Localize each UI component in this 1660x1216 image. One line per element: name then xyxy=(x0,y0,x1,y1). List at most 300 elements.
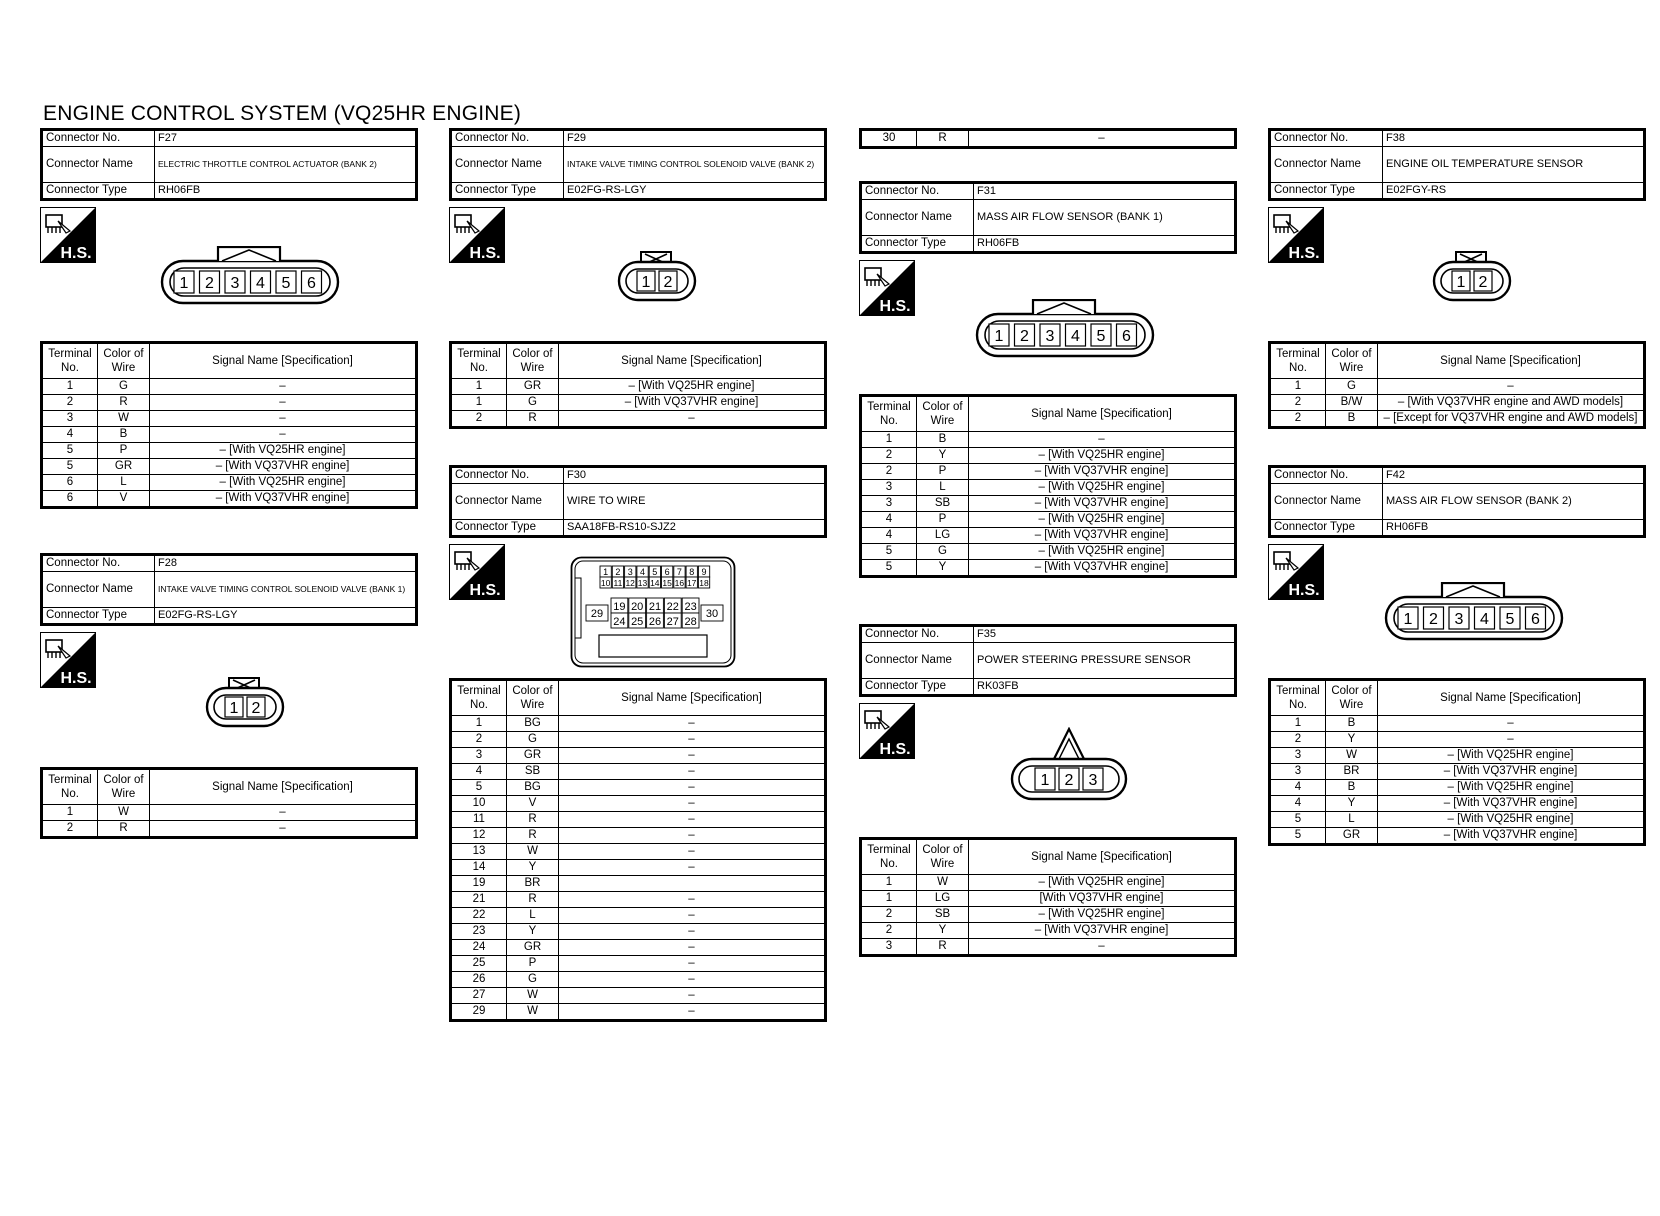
signal-name: – [With VQ37VHR engine] xyxy=(969,464,1236,480)
signal-name: – xyxy=(969,432,1236,448)
table-header xyxy=(861,396,1236,432)
wire-color: R xyxy=(507,828,559,844)
terminal-no: 2 xyxy=(42,821,98,838)
table-row xyxy=(42,395,417,411)
terminal-no: 2 xyxy=(1270,411,1326,428)
connector-type: RK03FB xyxy=(974,679,1236,696)
signal-name: – xyxy=(559,812,826,828)
wire-color: W xyxy=(98,411,150,427)
connector-name: ELECTRIC THROTTLE CONTROL ACTUATOR (BANK 2) xyxy=(155,147,417,183)
signal-name: – [With VQ37VHR engine] xyxy=(150,459,417,475)
table-row xyxy=(451,411,826,428)
signal-name: – [With VQ37VHR engine] xyxy=(969,496,1236,512)
terminal-no: 19 xyxy=(451,876,507,892)
wire-color: W xyxy=(507,988,559,1004)
hs-label: H.S. xyxy=(879,298,911,315)
pin-label: 2 xyxy=(1064,772,1074,789)
table-row xyxy=(451,796,826,812)
header-color-of-wire: Color of Wire xyxy=(98,343,150,379)
wire-color: P xyxy=(507,956,559,972)
hs-label: H.S. xyxy=(879,741,911,758)
wire-color: SB xyxy=(917,496,969,512)
table-row xyxy=(1270,716,1645,732)
pin-label: 26 xyxy=(648,616,662,628)
terminal-no: 1 xyxy=(861,875,917,891)
table-row xyxy=(42,491,417,508)
signal-name: – [With VQ25HR engine] xyxy=(969,907,1236,923)
table-row xyxy=(1270,732,1645,748)
connector-number: F29 xyxy=(564,130,826,147)
wire-color: B xyxy=(1326,716,1378,732)
signal-name: – [With VQ25HR engine] xyxy=(1378,780,1645,796)
wire-color: LG xyxy=(917,528,969,544)
table-row xyxy=(861,907,1236,923)
table-row xyxy=(861,544,1236,560)
connector-name: POWER STEERING PRESSURE SENSOR xyxy=(974,643,1236,679)
connector-info-table: Connector No. F35 Connector Name POWER STEERING PRESSURE SENSOR Connector Type RK03FB xyxy=(859,624,1237,697)
table-row xyxy=(1270,764,1645,780)
hs-symbol-icon xyxy=(1268,207,1324,263)
table-row xyxy=(861,560,1236,577)
table-row xyxy=(451,972,826,988)
terminal-no: 6 xyxy=(42,475,98,491)
connector-f38-face xyxy=(1432,249,1512,303)
signal-name: – xyxy=(150,395,417,411)
table-row xyxy=(1270,812,1645,828)
terminal-no: 1 xyxy=(42,379,98,395)
pin-label: 12 xyxy=(625,578,635,588)
terminal-no: 2 xyxy=(861,923,917,939)
wire-color: R xyxy=(917,130,969,148)
terminal-no: 10 xyxy=(451,796,507,812)
terminal-no: 2 xyxy=(42,395,98,411)
signal-name: – xyxy=(559,1004,826,1021)
hs-symbol-icon xyxy=(40,207,96,263)
pin-label: 6 xyxy=(1531,611,1540,628)
pin-label: 3 xyxy=(1045,328,1055,345)
pin-label: 2 xyxy=(663,274,673,291)
pin-label: 4 xyxy=(1071,328,1080,345)
terminal-no: 3 xyxy=(861,480,917,496)
hs-label: H.S. xyxy=(60,670,92,687)
connector-name: INTAKE VALVE TIMING CONTROL SOLENOID VALVE (BANK 2) xyxy=(564,147,826,183)
connector-f31 xyxy=(859,181,1237,254)
hs-symbol-icon xyxy=(449,544,505,600)
terminal-no: 2 xyxy=(861,907,917,923)
wire-color: W xyxy=(507,1004,559,1021)
wire-color: B xyxy=(1326,411,1378,428)
pin-label: 2 xyxy=(1478,274,1488,291)
table-row xyxy=(42,411,417,427)
table-row xyxy=(1270,395,1645,411)
table-row xyxy=(451,748,826,764)
connector-f30-face xyxy=(570,556,736,668)
wire-color: BR xyxy=(507,876,559,892)
header-signal-name: Signal Name [Specification] xyxy=(969,839,1236,875)
signal-name: – [With VQ25HR engine] xyxy=(1378,748,1645,764)
terminal-table-f35 xyxy=(859,837,1237,957)
wire-color: BR xyxy=(1326,764,1378,780)
table-row xyxy=(451,892,826,908)
pin-label: 25 xyxy=(631,616,644,628)
table-row xyxy=(42,427,417,443)
wire-color: B/W xyxy=(1326,395,1378,411)
table-row xyxy=(861,496,1236,512)
wire-color: V xyxy=(98,491,150,508)
wire-color: L xyxy=(1326,812,1378,828)
page-title: ENGINE CONTROL SYSTEM (VQ25HR ENGINE) xyxy=(43,102,522,125)
terminal-table-f30-continued xyxy=(859,128,1237,149)
pin-label: 4 xyxy=(256,275,265,292)
signal-name: – [With VQ25HR engine] xyxy=(969,512,1236,528)
pin-label: 5 xyxy=(1505,611,1515,628)
wire-color: P xyxy=(917,464,969,480)
pin-label: 20 xyxy=(631,601,644,613)
pin-label: 16 xyxy=(674,578,685,588)
terminal-no: 1 xyxy=(451,395,507,411)
terminal-no: 1 xyxy=(451,379,507,395)
wire-color: Y xyxy=(507,860,559,876)
pin-label: 23 xyxy=(684,601,697,613)
pin-label: 30 xyxy=(705,608,719,620)
pin-label: 1 xyxy=(179,275,189,292)
terminal-no: 21 xyxy=(451,892,507,908)
terminal-no: 1 xyxy=(1270,379,1326,395)
table-row xyxy=(861,448,1236,464)
wire-color: GR xyxy=(98,459,150,475)
terminal-no: 29 xyxy=(451,1004,507,1021)
table-header xyxy=(861,839,1236,875)
terminal-table-f30 xyxy=(449,678,827,1022)
table-row xyxy=(861,891,1236,907)
connector-type: RH06FB xyxy=(974,236,1236,253)
pin-label: 13 xyxy=(637,578,648,588)
table-row xyxy=(451,812,826,828)
signal-name: – xyxy=(559,828,826,844)
hs-label: H.S. xyxy=(469,245,501,262)
pin-label: 14 xyxy=(650,578,660,588)
wire-color: R xyxy=(507,812,559,828)
terminal-no: 2 xyxy=(451,411,507,428)
table-header xyxy=(1270,680,1645,716)
terminal-table-f31 xyxy=(859,394,1237,578)
wire-color: P xyxy=(98,443,150,459)
signal-name: – [With VQ37VHR engine and AWD models] xyxy=(1378,395,1645,411)
terminal-no: 22 xyxy=(451,908,507,924)
wire-color: R xyxy=(98,395,150,411)
terminal-no: 26 xyxy=(451,972,507,988)
table-row xyxy=(451,716,826,732)
header-terminal-no: Terminal No. xyxy=(1270,343,1326,379)
pin-label: 1 xyxy=(641,274,651,291)
table-header xyxy=(451,343,826,379)
connector-f42 xyxy=(1268,465,1646,538)
signal-name: – xyxy=(559,411,826,428)
pin-label: 10 xyxy=(600,578,611,588)
terminal-no: 25 xyxy=(451,956,507,972)
terminal-table-f42 xyxy=(1268,678,1646,846)
pin-label: 1 xyxy=(1403,611,1413,628)
table-row xyxy=(42,821,417,838)
wire-color: G xyxy=(917,544,969,560)
wire-color: B xyxy=(917,432,969,448)
header-color-of-wire: Color of Wire xyxy=(1326,680,1378,716)
connector-f38 xyxy=(1268,128,1646,201)
terminal-no: 23 xyxy=(451,924,507,940)
connector-number: F27 xyxy=(155,130,417,147)
terminal-no: 11 xyxy=(451,812,507,828)
pin-label: 24 xyxy=(613,616,626,628)
table-row xyxy=(451,988,826,1004)
pin-label: 5 xyxy=(281,275,291,292)
pin-label: 1 xyxy=(1040,772,1050,789)
table-row xyxy=(861,528,1236,544)
wire-color: Y xyxy=(507,924,559,940)
connector-number: F35 xyxy=(974,626,1236,643)
table-row xyxy=(861,432,1236,448)
terminal-no: 2 xyxy=(451,732,507,748)
pin-label: 19 xyxy=(613,601,626,613)
terminal-no: 5 xyxy=(1270,812,1326,828)
terminal-no: 4 xyxy=(451,764,507,780)
connector-type: E02FG-RS-LGY xyxy=(155,608,417,625)
wire-color: Y xyxy=(917,560,969,577)
table-row xyxy=(861,939,1236,956)
hs-label: H.S. xyxy=(1288,582,1320,599)
hs-symbol-icon xyxy=(1268,544,1324,600)
connector-name: MASS AIR FLOW SENSOR (BANK 1) xyxy=(974,200,1236,236)
wire-color: R xyxy=(917,939,969,956)
connector-f28 xyxy=(40,553,418,626)
table-row xyxy=(451,908,826,924)
signal-name: – xyxy=(559,924,826,940)
terminal-no: 30 xyxy=(861,130,917,148)
signal-name: – xyxy=(559,780,826,796)
table-row xyxy=(861,512,1236,528)
terminal-no: 12 xyxy=(451,828,507,844)
wire-color: R xyxy=(98,821,150,838)
header-terminal-no: Terminal No. xyxy=(1270,680,1326,716)
connector-info-table: Connector No. F27 Connector Name ELECTRIC THROTTLE CONTROL ACTUATOR (BANK 2) Connector Type RH06FB xyxy=(40,128,418,201)
terminal-no: 2 xyxy=(861,464,917,480)
hs-symbol-icon xyxy=(449,207,505,263)
signal-name: – xyxy=(559,764,826,780)
signal-name: – [With VQ25HR engine] xyxy=(150,443,417,459)
pin-label: 2 xyxy=(205,275,214,292)
signal-name: – xyxy=(559,988,826,1004)
wire-color: Y xyxy=(917,448,969,464)
terminal-no: 3 xyxy=(1270,748,1326,764)
header-color-of-wire: Color of Wire xyxy=(507,343,559,379)
signal-name: – [With VQ25HR engine] xyxy=(969,544,1236,560)
table-row xyxy=(451,1004,826,1021)
signal-name: – xyxy=(150,411,417,427)
header-color-of-wire: Color of Wire xyxy=(917,839,969,875)
signal-name: – [With VQ37VHR engine] xyxy=(1378,764,1645,780)
pin-label: 29 xyxy=(590,608,604,620)
pin-label: 9 xyxy=(701,567,707,577)
signal-name: – xyxy=(1378,716,1645,732)
hs-label: H.S. xyxy=(469,582,501,599)
signal-name: – xyxy=(559,860,826,876)
table-row xyxy=(1270,411,1645,428)
signal-name: – xyxy=(1378,732,1645,748)
pin-label: 3 xyxy=(1088,772,1098,789)
wire-color: G xyxy=(1326,379,1378,395)
terminal-no: 3 xyxy=(861,496,917,512)
signal-name: – xyxy=(559,796,826,812)
header-signal-name: Signal Name [Specification] xyxy=(150,343,417,379)
table-row xyxy=(451,860,826,876)
header-signal-name: Signal Name [Specification] xyxy=(969,396,1236,432)
signal-name: [With VQ37VHR engine] xyxy=(969,891,1236,907)
terminal-table-f29 xyxy=(449,341,827,429)
pin-label: 27 xyxy=(666,616,679,628)
header-signal-name: Signal Name [Specification] xyxy=(150,769,417,805)
table-header xyxy=(42,769,417,805)
header-terminal-no: Terminal No. xyxy=(451,343,507,379)
table-row xyxy=(451,780,826,796)
terminal-no: 4 xyxy=(1270,796,1326,812)
pin-label: 3 xyxy=(627,567,633,577)
terminal-no: 5 xyxy=(1270,828,1326,845)
signal-name: – xyxy=(559,748,826,764)
table-row xyxy=(42,805,417,821)
header-terminal-no: Terminal No. xyxy=(42,769,98,805)
connector-f27-face xyxy=(160,246,340,308)
pin-label: 2 xyxy=(1429,611,1438,628)
pin-label: 4 xyxy=(639,567,646,577)
table-row xyxy=(42,443,417,459)
header-color-of-wire: Color of Wire xyxy=(1326,343,1378,379)
table-row xyxy=(42,475,417,491)
hs-symbol-icon xyxy=(859,260,915,316)
pin-label: 2 xyxy=(251,700,261,717)
header-signal-name: Signal Name [Specification] xyxy=(1378,680,1645,716)
connector-name: WIRE TO WIRE xyxy=(564,484,826,520)
terminal-no: 5 xyxy=(451,780,507,796)
terminal-no: 4 xyxy=(1270,780,1326,796)
signal-name: – xyxy=(559,908,826,924)
table-row xyxy=(861,480,1236,496)
connector-f29 xyxy=(449,128,827,201)
signal-name: – xyxy=(559,956,826,972)
wire-color: B xyxy=(98,427,150,443)
pin-label: 8 xyxy=(689,567,695,577)
pin-label: 6 xyxy=(664,567,670,577)
header-terminal-no: Terminal No. xyxy=(451,680,507,716)
wire-color: W xyxy=(507,844,559,860)
wire-color: L xyxy=(917,480,969,496)
pin-label: 2 xyxy=(1020,328,1029,345)
table-row xyxy=(42,379,417,395)
connector-type: E02FGY-RS xyxy=(1383,183,1645,200)
signal-name: – [With VQ37VHR engine] xyxy=(1378,828,1645,845)
terminal-table-f28 xyxy=(40,767,418,839)
terminal-no: 4 xyxy=(861,528,917,544)
hs-symbol-icon xyxy=(859,703,915,759)
signal-name: – xyxy=(559,940,826,956)
pin-label: 5 xyxy=(652,567,658,577)
wire-color: Y xyxy=(1326,732,1378,748)
wire-color: BG xyxy=(507,780,559,796)
header-signal-name: Signal Name [Specification] xyxy=(1378,343,1645,379)
table-row xyxy=(451,876,826,892)
pin-label: 6 xyxy=(307,275,316,292)
terminal-no: 3 xyxy=(1270,764,1326,780)
signal-name: – xyxy=(150,821,417,838)
table-row xyxy=(1270,780,1645,796)
table-row xyxy=(1270,796,1645,812)
terminal-no: 5 xyxy=(42,459,98,475)
wire-color: W xyxy=(98,805,150,821)
table-row xyxy=(451,395,826,411)
terminal-table-f38 xyxy=(1268,341,1646,429)
connector-type: SAA18FB-RS10-SJZ2 xyxy=(564,520,826,537)
header-terminal-no: Terminal No. xyxy=(42,343,98,379)
signal-name: – [With VQ37VHR engine] xyxy=(969,560,1236,577)
connector-info-table: Connector No. F42 Connector Name MASS AIR FLOW SENSOR (BANK 2) Connector Type RH06FB xyxy=(1268,465,1646,538)
wire-color: G xyxy=(507,972,559,988)
wire-color: GR xyxy=(1326,828,1378,845)
signal-name: – [With VQ25HR engine] xyxy=(150,475,417,491)
wire-color: P xyxy=(917,512,969,528)
signal-name: – [With VQ25HR engine] xyxy=(969,448,1236,464)
pin-label: 1 xyxy=(1456,274,1466,291)
table-row xyxy=(451,379,826,395)
connector-f35 xyxy=(859,624,1237,697)
connector-info-table: Connector No. F29 Connector Name INTAKE VALVE TIMING CONTROL SOLENOID VALVE (BANK 2) Connector Type E02FG-RS-LGY xyxy=(449,128,827,201)
connector-info-table: Connector No. F38 Connector Name ENGINE OIL TEMPERATURE SENSOR Connector Type E02FGY-RS xyxy=(1268,128,1646,201)
terminal-no: 13 xyxy=(451,844,507,860)
pin-label: 5 xyxy=(1096,328,1106,345)
signal-name: – xyxy=(559,972,826,988)
table-row xyxy=(451,940,826,956)
terminal-no: 5 xyxy=(861,544,917,560)
table-header xyxy=(1270,343,1645,379)
pin-label: 21 xyxy=(648,601,662,613)
terminal-no: 6 xyxy=(42,491,98,508)
table-row xyxy=(451,828,826,844)
wire-color: G xyxy=(98,379,150,395)
pin-label: 18 xyxy=(699,578,709,588)
terminal-no: 4 xyxy=(861,512,917,528)
pin-label: 11 xyxy=(613,578,623,588)
pin-label: 15 xyxy=(662,578,672,588)
signal-name: – [With VQ37VHR engine] xyxy=(150,491,417,508)
signal-name: – xyxy=(150,379,417,395)
hs-label: H.S. xyxy=(1288,245,1320,262)
wire-color: Y xyxy=(1326,796,1378,812)
table-row xyxy=(861,464,1236,480)
connector-type: E02FG-RS-LGY xyxy=(564,183,826,200)
pin-label: 22 xyxy=(666,601,679,613)
pin-label: 7 xyxy=(676,567,682,577)
header-color-of-wire: Color of Wire xyxy=(507,680,559,716)
pin-label: 3 xyxy=(1454,611,1464,628)
table-row xyxy=(42,459,417,475)
table-row xyxy=(861,130,1236,148)
signal-name: – xyxy=(969,939,1236,956)
signal-name: – [With VQ37VHR engine] xyxy=(969,528,1236,544)
pin-label: 17 xyxy=(686,578,697,588)
signal-name: – [With VQ25HR engine] xyxy=(559,379,826,395)
header-terminal-no: Terminal No. xyxy=(861,839,917,875)
connector-f35-face xyxy=(1010,727,1128,805)
header-color-of-wire: Color of Wire xyxy=(98,769,150,805)
signal-name: – xyxy=(150,805,417,821)
wire-color: LG xyxy=(917,891,969,907)
